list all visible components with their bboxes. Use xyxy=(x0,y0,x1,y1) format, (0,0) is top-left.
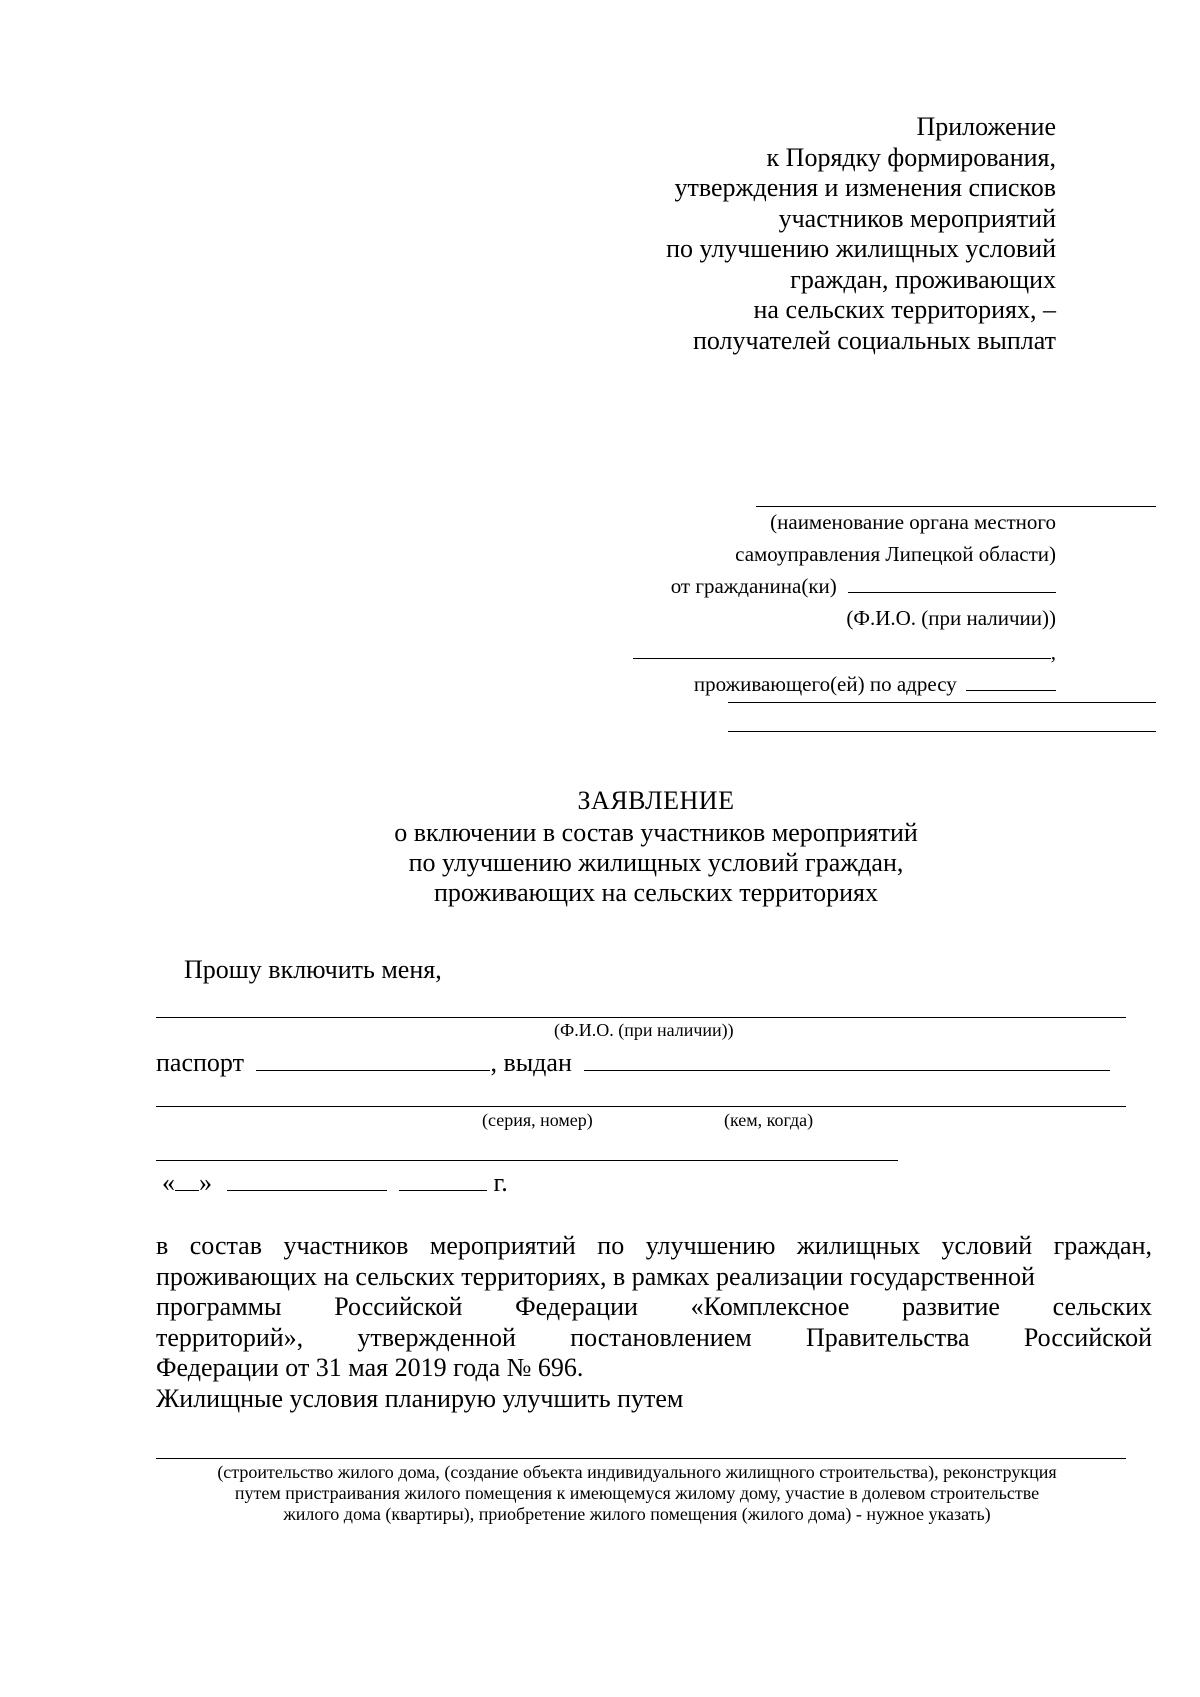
authority-caption: (наименование органа местного xyxy=(770,510,1056,534)
applicant-name-field[interactable] xyxy=(156,1017,1126,1018)
body-paragraph xyxy=(156,1231,1152,1414)
passport-row xyxy=(156,1048,1110,1078)
title-line: проживающих на сельских территориях xyxy=(434,878,878,907)
note-line: путем пристраивания жилого помещения к имеющемуся жилому дому, участие в долевом строительстве xyxy=(234,1483,1040,1503)
addressee-block xyxy=(626,510,1056,696)
appendix-line: по улучшению жилищных условий xyxy=(666,234,1056,263)
appendix-line: Приложение xyxy=(916,112,1056,141)
from-citizen-row xyxy=(626,574,1056,598)
housing-line: Жилищные условия планирую улучшить путем xyxy=(156,1383,684,1413)
address-line-2-field[interactable] xyxy=(728,702,1156,703)
passport-issuer-continuation-field[interactable] xyxy=(156,1106,1126,1107)
title-line: по улучшению жилищных условий граждан, xyxy=(408,848,904,877)
appendix-line: утверждения и изменения списков xyxy=(674,173,1056,202)
address-line-3-field[interactable] xyxy=(728,731,1156,732)
appendix-line: получателей социальных выплат xyxy=(692,325,1056,355)
issued-label: , выдан xyxy=(490,1048,572,1077)
citizen-name-field[interactable] xyxy=(848,574,1056,593)
passport-label: паспорт xyxy=(156,1048,244,1077)
date-year-field[interactable] xyxy=(399,1172,487,1191)
comma: , xyxy=(1050,640,1056,664)
authority-caption: самоуправления Липецкой области) xyxy=(735,542,1056,566)
authority-name-field[interactable] xyxy=(756,506,1156,507)
date-row xyxy=(162,1168,508,1198)
address-label: проживающего(ей) по адресу xyxy=(693,672,957,696)
housing-method-note xyxy=(156,1462,1118,1525)
series-caption: (серия, номер) xyxy=(482,1110,593,1130)
body-line: Федерации от 31 мая 2019 года № 696. xyxy=(156,1353,584,1382)
body-line: территорий», утвержденной постановлением Правительства Российской xyxy=(156,1322,1152,1352)
issuer-caption: (кем, когда) xyxy=(724,1110,814,1130)
date-day-field[interactable] xyxy=(175,1172,199,1191)
passport-issuer-field[interactable] xyxy=(584,1052,1110,1071)
fio-caption: (Ф.И.О. (при наличии)) xyxy=(846,606,1056,630)
note-line: жилого дома (квартиры), приобретение жилого помещения (жилого дома) - нужное указать) xyxy=(283,1504,991,1524)
citizen-name-continuation-row xyxy=(626,640,1056,664)
address-row xyxy=(626,672,1056,696)
title-line: о включении в состав участников мероприятий xyxy=(394,818,918,847)
body-line: в состав участников мероприятий по улучшению жилищных условий граждан, xyxy=(156,1231,1152,1260)
statement-title xyxy=(156,786,1156,908)
citizen-name-continuation-field[interactable] xyxy=(633,640,1051,659)
date-close-quote: » xyxy=(199,1168,212,1197)
date-open-quote: « xyxy=(162,1168,175,1197)
appendix-line: на сельских территориях, – xyxy=(753,295,1056,324)
passport-extra-field[interactable] xyxy=(156,1160,898,1161)
appendix-line: участников мероприятий xyxy=(778,203,1056,233)
appendix-header xyxy=(666,112,1056,356)
appendix-line: к Порядку формирования, xyxy=(766,142,1056,172)
year-suffix: г. xyxy=(493,1168,508,1197)
date-month-field[interactable] xyxy=(227,1172,387,1191)
housing-method-field[interactable] xyxy=(156,1458,1126,1459)
body-line: программы Российской Федерации «Комплексное развитие сельских xyxy=(156,1292,1152,1321)
appendix-line: граждан, проживающих xyxy=(790,264,1056,294)
address-field[interactable] xyxy=(966,672,1056,691)
passport-number-field[interactable] xyxy=(256,1052,490,1071)
body-line: проживающих на сельских территориях, в рамках реализации государственной xyxy=(156,1261,1035,1291)
applicant-fio-caption: (Ф.И.О. (при наличии)) xyxy=(554,1020,734,1040)
note-line: (строительство жилого дома, (создание объекта индивидуального жилищного строительства), реконструкция xyxy=(217,1462,1057,1482)
request-intro: Прошу включить меня, xyxy=(184,955,442,984)
from-citizen-label: от гражданина(ки) xyxy=(670,574,837,598)
title-heading: ЗАЯВЛЕНИЕ xyxy=(577,786,735,815)
